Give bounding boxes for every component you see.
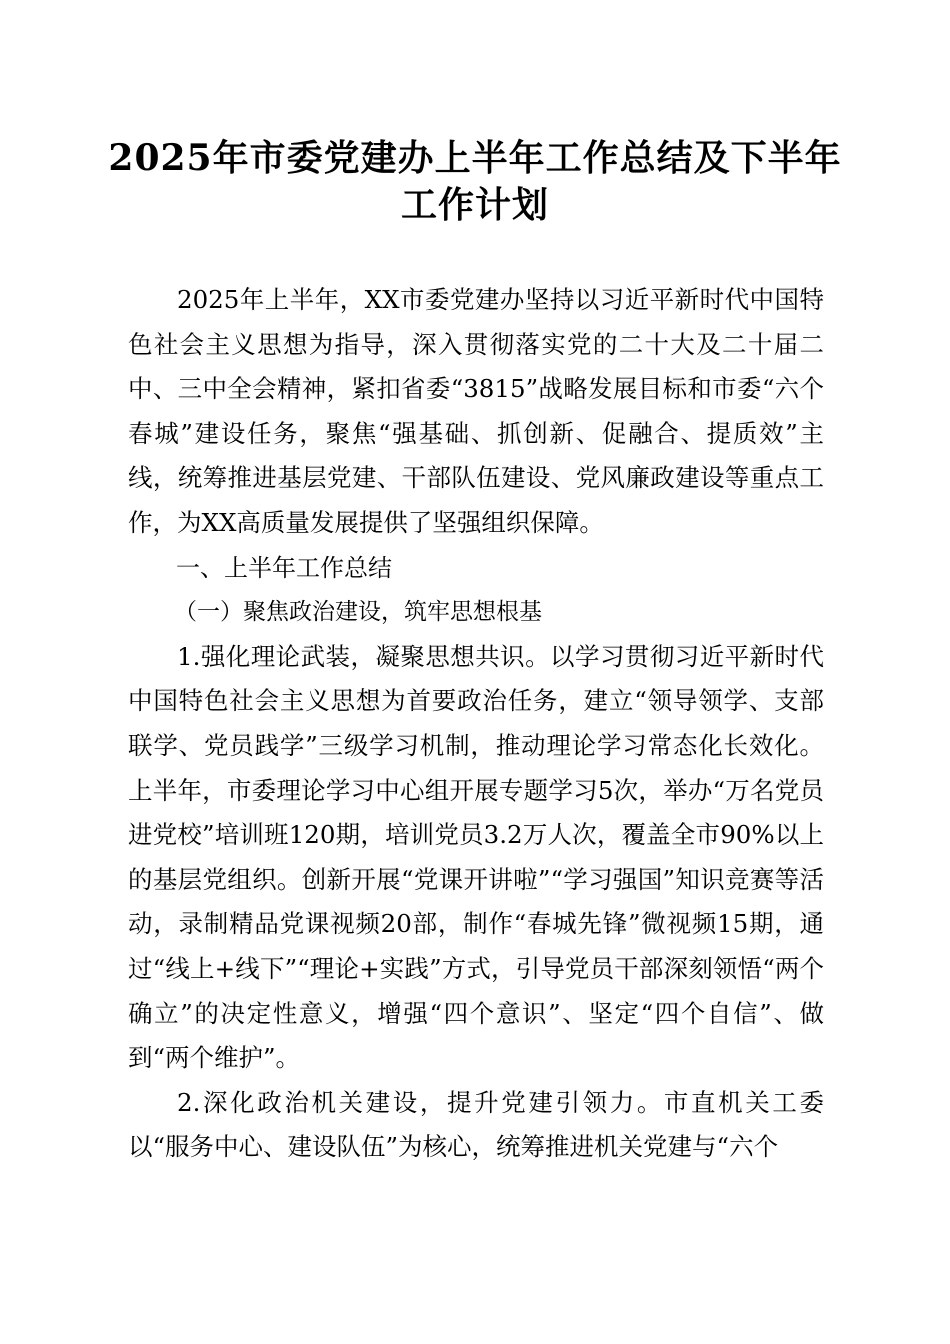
item-paragraph-2: 2.深化政治机关建设，提升党建引领力。市直机关工委以“服务中心、建设队伍”为核心，统筹推进机关党建与“六个	[128, 1087, 824, 1162]
section-heading: 一、上半年工作总结	[176, 553, 392, 582]
item-paragraph-1: 1.强化理论武装，凝聚思想共识。以学习贯彻习近平新时代中国特色社会主义思想为首要政治任务，建立“领导领学、支部联学、党员践学”三级学习机制，推动理论学习常态化长效化。上半年，市委理论学习中心组开展专题学习5次，举办“万名党员进党校”培训班120期，培训党员3.2万人次，覆盖全市90%以上的基层党组织。创新开展“党课开讲啦”“学习强国”知识竞赛等活动，录制精品党课视频20部，制作“春城先锋”微视频15期，通过“线上+线下”“理论+实践”方式，引导党员干部深刻领悟“两个确立”的决定性意义，增强“四个意识”、坚定“四个自信”、做到“两个维护”。	[128, 641, 824, 1073]
subsection-heading: （一）聚焦政治建设，筑牢思想根基	[174, 599, 542, 626]
intro-paragraph: 2025年上半年，XX市委党建办坚持以习近平新时代中国特色社会主义思想为指导，深入贯彻落实党的二十大及二十届二中、三中全会精神，紧扣省委“3815”战略发展目标和市委“六个春城”建设任务，聚焦“强基础、抓创新、促融合、提质效”主线，统筹推进基层党建、干部队伍建设、党风廉政建设等重点工作，为XX高质量发展提供了坚强组织保障。	[128, 285, 824, 537]
document-title: 2025年市委党建办上半年工作总结及下半年工作计划	[108, 137, 842, 226]
document-body	[128, 278, 824, 1170]
